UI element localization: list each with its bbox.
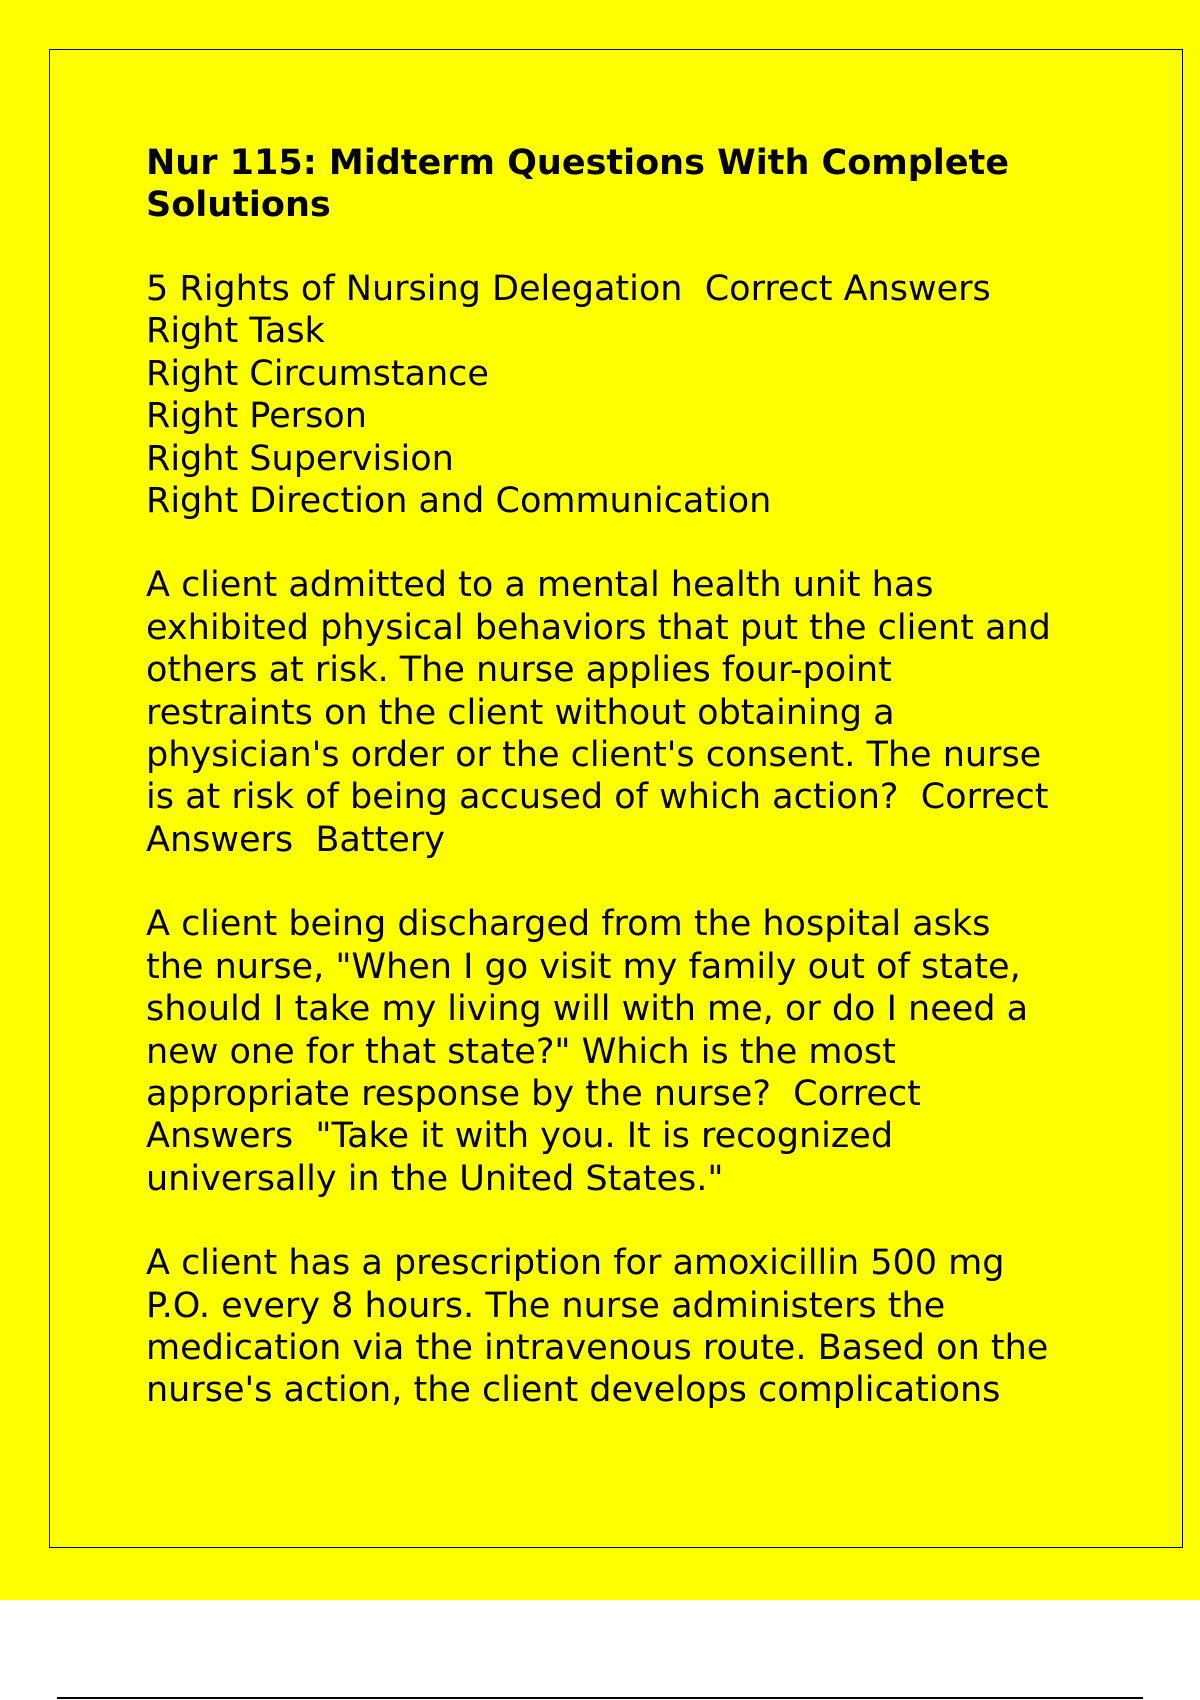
text-line: Right Person xyxy=(146,396,367,437)
text-line: medication via the intravenous route. Based on the xyxy=(146,1327,1049,1368)
document-title xyxy=(146,142,1096,226)
text-line: others at risk. The nurse applies four-point xyxy=(146,650,892,691)
text-line: restraints on the client without obtaining a xyxy=(146,692,895,733)
text-line: Right Task xyxy=(146,311,325,352)
text-line: should I take my living will with me, or do I need a xyxy=(146,989,1029,1030)
title-line: Solutions xyxy=(146,185,331,225)
text-line: appropriate response by the nurse? Correct xyxy=(146,1073,921,1114)
footer-divider xyxy=(57,1697,1143,1699)
question-restraints xyxy=(146,564,1096,861)
question-amoxicillin xyxy=(146,1242,1096,1412)
text-line: nurse's action, the client develops complications xyxy=(146,1370,1001,1411)
text-line: is at risk of being accused of which action? Correct xyxy=(146,777,1049,818)
text-line: the nurse, "When I go visit my family out of state, xyxy=(146,946,1021,987)
question-delegation xyxy=(146,268,1096,522)
text-line: Right Direction and Communication xyxy=(146,481,772,522)
text-line: A client admitted to a mental health unit has xyxy=(146,565,934,606)
question-living-will xyxy=(146,903,1096,1200)
text-line: A client has a prescription for amoxicillin 500 mg xyxy=(146,1243,1005,1284)
text-line: Right Supervision xyxy=(146,438,454,479)
text-line: physician's order or the client's consent. The nurse xyxy=(146,735,1042,776)
text-line: Right Circumstance xyxy=(146,353,489,394)
text-line: Answers "Take it with you. It is recognized xyxy=(146,1116,894,1157)
text-line: 5 Rights of Nursing Delegation Correct Answers xyxy=(146,269,991,309)
text-line: new one for that state?" Which is the most xyxy=(146,1031,896,1072)
text-line: A client being discharged from the hospital asks xyxy=(146,904,991,945)
text-line: P.O. every 8 hours. The nurse administers the xyxy=(146,1285,946,1326)
text-line: universally in the United States." xyxy=(146,1158,724,1199)
document-content xyxy=(146,142,1096,1454)
text-line: exhibited physical behaviors that put the client and xyxy=(146,607,1051,648)
title-line: Nur 115: Midterm Questions With Complete xyxy=(146,143,1010,183)
text-line: Answers Battery xyxy=(146,819,445,860)
